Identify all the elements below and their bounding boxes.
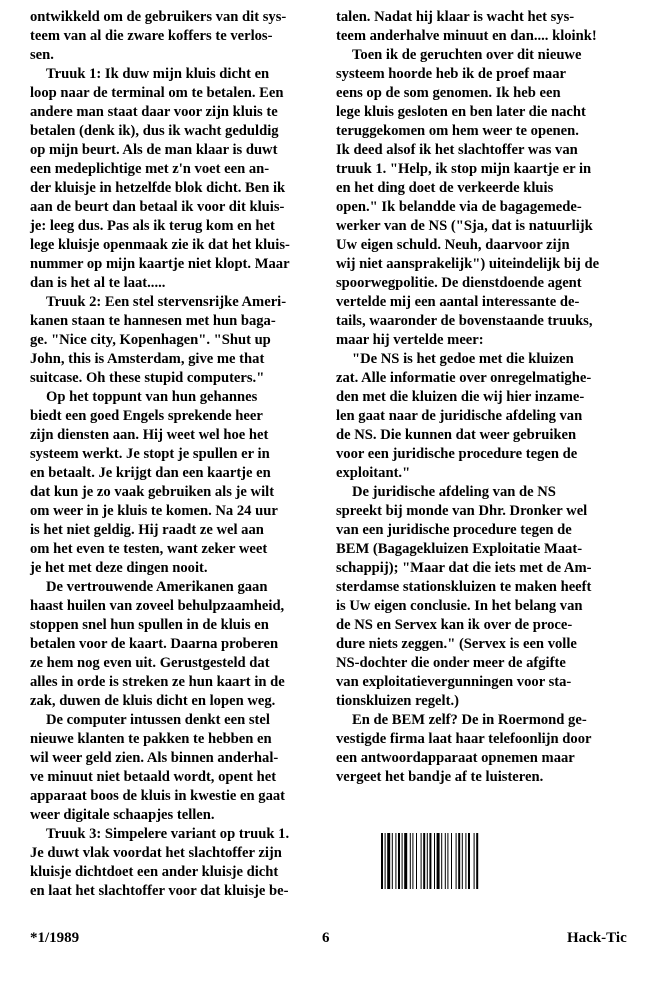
text-line: en het ding doet de verkeerde kluis (336, 180, 554, 196)
left-text-column (30, 8, 320, 901)
text-line: de NS. Die kunnen dat weer gebruiken (336, 427, 577, 443)
text-line: apparaat boos de kluis in kwestie en gaat (30, 788, 286, 804)
text-line: eens op de som genomen. Ik heb een (336, 85, 561, 101)
issue-number: *1/1989 (30, 930, 80, 946)
text-line: Truuk 3: Simpelere variant op truuk 1. (46, 826, 290, 842)
text-line: NS-dochter die onder meer de afgifte (336, 655, 566, 671)
text-line: betalen voor de kaart. Daarna proberen (30, 636, 279, 652)
text-line: van een juridische procedure tegen de (336, 522, 572, 538)
publication-name: Hack-Tic (567, 930, 627, 946)
text-line: suitcase. Oh these stupid computers." (30, 370, 265, 386)
text-line: lege kluis gesloten en ben later die nacht (336, 104, 586, 120)
text-line: is het niet geldig. Hij raadt ze wel aan (30, 522, 264, 538)
barcode-image (381, 833, 529, 889)
text-line: dat kun je zo vaak gebruiken als je wilt (30, 484, 275, 500)
text-line: je het met deze dingen nooit. (30, 560, 208, 576)
text-line: voor een juridische procedure tegen de (336, 446, 578, 462)
text-line: John, this is Amsterdam, give me that (30, 351, 265, 367)
text-line: vergeet het bandje af te luisteren. (336, 769, 544, 785)
text-line: een antwoordapparaat opnemen maar (336, 750, 575, 766)
text-line: spoorwegpolitie. De dienstdoende agent (336, 275, 582, 291)
text-line: open." Ik belandde via de bagagemede- (336, 199, 582, 215)
text-line: truuk 1. "Help, ik stop mijn kaartje er in (336, 161, 592, 177)
text-line: stoppen snel hun spullen in de kluis en (30, 617, 269, 633)
text-line: de NS en Servex kan ik over de proce- (336, 617, 573, 633)
text-line: systeem hoorde heb ik de proef maar (336, 66, 566, 82)
text-line: vertelde mij een aantal interessante de- (336, 294, 580, 310)
text-line: der kluisje in hetzelfde blok dicht. Ben ik (30, 180, 286, 196)
text-line: om weer in je kluis te komen. Na 24 uur (30, 503, 278, 519)
text-line: alles in orde is streken ze hun kaart in de (30, 674, 285, 690)
text-line: wij niet aansprakelijk") uiteindelijk bij de (336, 256, 600, 272)
text-line: en betaalt. Je krijgt dan een kaartje en (30, 465, 271, 481)
text-line: sen. (30, 47, 54, 63)
text-line: schappij); "Maar dat die iets met de Am- (336, 560, 592, 576)
text-line: aan de beurt dan betaal ik voor dit kluis- (30, 199, 285, 215)
text-line: wil weer geld zien. Als binnen anderhal- (30, 750, 279, 766)
text-line: nieuwe klanten te pakken te hebben en (30, 731, 272, 747)
text-line: zat. Alle informatie over onregelmatighe- (336, 370, 592, 386)
text-line: den met die kluizen die wij hier inzame- (336, 389, 585, 405)
text-line: Truuk 1: Ik duw mijn kluis dicht en (46, 66, 270, 82)
text-line: teruggekomen om hem weer te openen. (336, 123, 579, 139)
text-line: De juridische afdeling van de NS (352, 484, 556, 500)
text-line: haast huilen van zoveel behulpzaamheid, (30, 598, 285, 614)
text-line: Ik deed alsof ik het slachtoffer was van (336, 142, 578, 158)
text-line: zak, duwen de kluis dicht en lopen weg. (30, 693, 276, 709)
text-line: nummer op mijn kaartje niet klopt. Maar (30, 256, 290, 272)
text-line: kluisje dichtdoet een ander kluisje dicht (30, 864, 279, 880)
right-text-column (336, 8, 628, 787)
text-line: je: leeg dus. Pas als ik terug kom en het (30, 218, 275, 234)
text-line: sterdamse stationskluizen te maken heeft (336, 579, 592, 595)
text-line: kanen staan te hannesen met hun baga- (30, 313, 276, 329)
text-line: loop naar de terminal om te betalen. Een (30, 85, 284, 101)
text-line: De vertrouwende Amerikanen gaan (46, 579, 268, 595)
text-line: om het even te testen, want zeker weet (30, 541, 268, 557)
text-line: van exploitatievergunningen voor sta- (336, 674, 572, 690)
text-line: maar hij vertelde meer: (336, 332, 484, 348)
text-line: betalen (denk ik), dus ik wacht geduldig (30, 123, 279, 139)
text-line: "De NS is het gedoe met die kluizen (352, 351, 574, 367)
text-line: spreekt bij monde van Dhr. Dronker wel (336, 503, 588, 519)
text-line: andere man staat daar voor zijn kluis te (30, 104, 278, 120)
text-line: ve minuut niet betaald wordt, opent het (30, 769, 277, 785)
text-line: De computer intussen denkt een stel (46, 712, 270, 728)
text-line: ge. "Nice city, Kopenhagen". "Shut up (30, 332, 271, 348)
text-line: dure niets zeggen." (Servex is een volle (336, 636, 577, 652)
text-line: tails, waaronder de bovenstaande truuks, (336, 313, 593, 329)
text-line: biedt een goed Engels sprekende heer (30, 408, 263, 424)
text-line: Je duwt vlak voordat het slachtoffer zijn (30, 845, 282, 861)
text-line: een medeplichtige met z'n voet een an- (30, 161, 270, 177)
text-line: Truuk 2: Een stel stervensrijke Ameri- (46, 294, 287, 310)
text-line: Op het toppunt van hun gehannes (46, 389, 258, 405)
text-line: tionskluizen regelt.) (336, 693, 459, 709)
text-line: zijn diensten aan. Hij weet wel hoe het (30, 427, 269, 443)
text-line: exploitant." (336, 465, 411, 481)
text-line: is Uw eigen conclusie. In het belang van (336, 598, 583, 614)
page-number: 6 (322, 930, 330, 946)
text-line: teem van al die zware koffers te verlos- (30, 28, 273, 44)
text-line: ze hem nog even uit. Gerustgesteld dat (30, 655, 270, 671)
text-line: Uw eigen schuld. Neuh, daarvoor zijn (336, 237, 570, 253)
text-line: teem anderhalve minuut en dan.... kloink! (336, 28, 597, 44)
text-line: dan is het al te laat..... (30, 275, 166, 291)
text-line: len gaat naar de juridische afdeling van (336, 408, 583, 424)
text-line: En de BEM zelf? De in Roermond ge- (352, 712, 587, 728)
text-line: talen. Nadat hij klaar is wacht het sys- (336, 9, 575, 25)
text-line: Toen ik de geruchten over dit nieuwe (352, 47, 582, 63)
text-line: vestigde firma laat haar telefoonlijn door (336, 731, 592, 747)
text-line: op mijn beurt. Als de man klaar is duwt (30, 142, 278, 158)
text-line: BEM (Bagagekluizen Exploitatie Maat- (336, 541, 583, 557)
text-line: systeem werkt. Je stopt je spullen er in (30, 446, 270, 462)
text-line: ontwikkeld om de gebruikers van dit sys- (30, 9, 287, 25)
text-line: werker van de NS ("Sja, dat is natuurlijk (336, 218, 593, 234)
text-line: lege kluisje openmaak zie ik dat het kluis- (30, 237, 290, 253)
text-line: weer digitale schaapjes tellen. (30, 807, 215, 823)
text-line: en laat het slachtoffer voor dat kluisje be- (30, 883, 289, 899)
